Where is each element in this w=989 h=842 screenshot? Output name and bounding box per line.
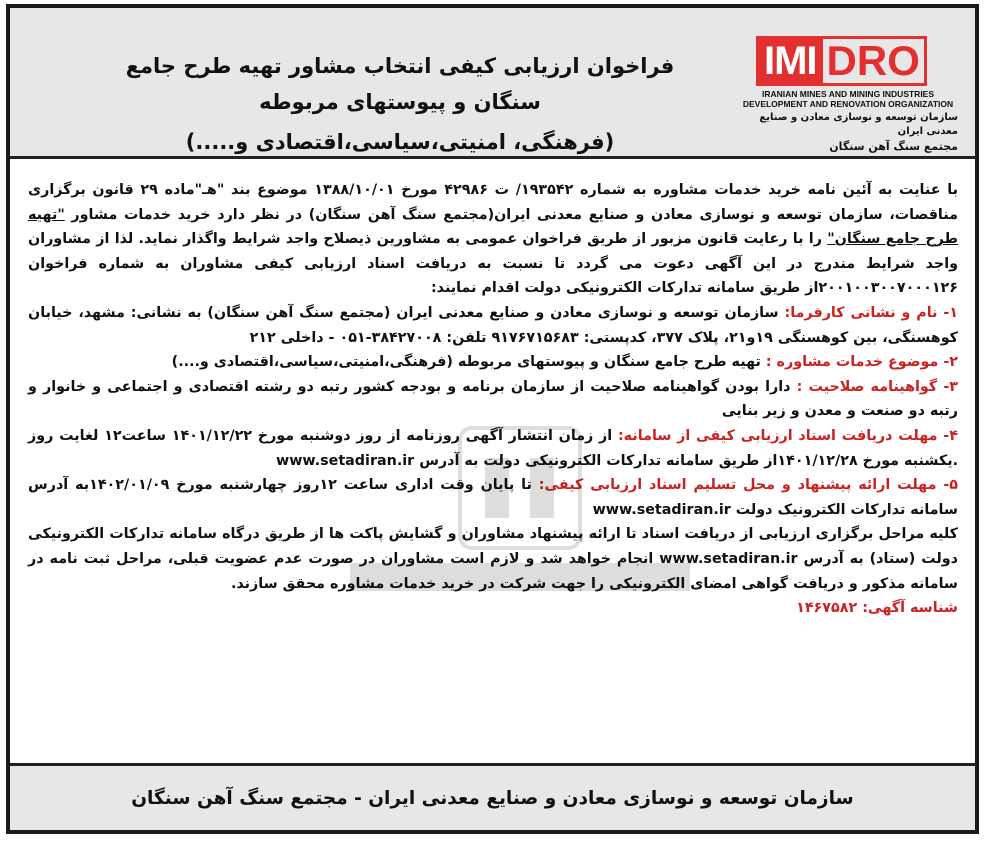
item-proposal-deadline bbox=[28, 473, 958, 522]
item-text: تهیه طرح جامع سنگان و پیوستهای مربوطه (فرهنگی،امنیتی،سیاسی،اقتصادی و....) bbox=[171, 354, 766, 371]
item-label: ۵- مهلت ارائه پیشنهاد و محل تسلیم اسناد ارزیابی کیفی: bbox=[538, 477, 958, 494]
setadiran-link[interactable]: www.setadiran.ir bbox=[592, 501, 731, 518]
ad-id bbox=[28, 596, 958, 621]
logo-dro: DRO bbox=[823, 36, 927, 86]
title-line-2: (فرهنگی، امنیتی،سیاسی،اقتصادی و.....) bbox=[185, 130, 615, 154]
notice-body bbox=[28, 178, 958, 621]
setadiran-link[interactable]: www.setadiran.ir bbox=[659, 550, 798, 567]
closing-paragraph bbox=[28, 522, 958, 596]
logo-mark bbox=[756, 36, 962, 86]
intro-text-1: با عنایت به آئین نامه خرید خدمات مشاوره به شماره ۱۹۳۵۴۲/ ت ۴۲۹۸۶ مورخ ۱۳۸۸/۱۰/۰۱ موضوع بند "هـ"ماده ۲۹ قانون برگزاری مناقصات، سازمان توسعه و نوسازی معادن و صنایع معدنی ایران(مجتمع سنگ آهن سنگان) در نظر دارد خرید خدمات مشاور bbox=[28, 182, 958, 223]
item-employer bbox=[28, 301, 958, 350]
item-text: دارا بودن گواهینامه صلاحیت از سازمان برنامه و بودجه کشور رتبه دو رشته اقتصادی و اجتماعی و خانوار و رتبه دو صنعت و معدن و زیر بنایی bbox=[28, 378, 958, 420]
ad-id-value: ۱۴۶۷۵۸۲ bbox=[796, 600, 863, 617]
item-label: ۳- گواهینامه صلاحیت : bbox=[796, 378, 958, 395]
item-label: ۴- مهلت دریافت اسناد ارزیابی کیفی از سامانه: bbox=[617, 427, 958, 444]
item-text: سازمان توسعه و نوسازی معادن و صنایع معدنی ایران (مجتمع سنگ آهن سنگان) به نشانی: مشهد، خیابان کوهسنگی، بین کوهسنگی ۱۹و۲۱، پلاک ۳۷۷، کدپستی: ۹۱۷۶۷۱۵۶۸۳ تلفن: ۳۸۴۲۷۰۰۸-۰۵۱ - داخلی ۲۱۲ bbox=[28, 304, 958, 346]
intro-text-2: را با رعایت قانون مزبور از طریق فراخوان عمومی به مشاورین ذیصلاح واجد شرایط واگذار نماید. لذا از مشاوران واجد شرایط مندرج در این آگهی دعوت می گردد تا نسبت به دریافت اسناد ارزیابی کیفی مشاوران به شماره فراخوان ۲۰۰۱۰۰۳۰۰۷۰۰۰۱۲۶از طریق سامانه تدارکات الکترونیکی دولت اقدام نمایند: bbox=[28, 231, 958, 297]
intro-paragraph bbox=[28, 178, 958, 301]
logo-persian-unit: مجتمع سنگ آهن سنگان bbox=[829, 140, 958, 153]
title-line-1: فراخوان ارزیابی کیفی انتخاب مشاور تهیه طرح جامع سنگان و پیوستهای مربوطه bbox=[125, 54, 675, 114]
logo-imi: IMI bbox=[756, 36, 823, 86]
closing-text-2: انجام خواهد شد و لازم است مشاوران در صورت عدم عضویت قبلی، مراحل ثبت نامه در سامانه مذکور و دریافت گواهی امضای الکترونیکی را جهت شرکت در خرید خدمات مشاوره محقق سازند. bbox=[28, 550, 958, 592]
item-subject bbox=[28, 350, 958, 375]
logo-persian-org: سازمان توسعه و نوسازی معادن و صنایع معدنی ایران bbox=[759, 112, 958, 137]
item-text: از زمان انتشار آگهی روزنامه از روز دوشنبه مورخ ۱۴۰۱/۱۲/۲۲ ساعت۱۲ لغایت روز .یکشنبه مورخ ۱۴۰۱/۱۲/۲۸از طریق سامانه تدارکات الکترونیکی دولت به آدرس bbox=[28, 427, 958, 469]
item-document-deadline bbox=[28, 424, 958, 473]
intro-underlined-subject: "تهیه طرح جامع سنگان" bbox=[28, 206, 958, 248]
logo-english-line-1: IRANIAN MINES AND MINING INDUSTRIES bbox=[761, 89, 935, 99]
footer-org-name: سازمان توسعه و نوسازی معادن و صنایع معدنی ایران - مجتمع سنگ آهن سنگان bbox=[131, 787, 854, 809]
footer-band bbox=[10, 763, 975, 830]
header-band bbox=[10, 8, 975, 159]
item-label: ۲- موضوع خدمات مشاوره : bbox=[765, 354, 958, 371]
imidro-logo bbox=[734, 36, 962, 153]
logo-english-name bbox=[734, 89, 962, 109]
item-text: تا پایان وقت اداری ساعت ۱۲روز چهارشنبه مورخ ۱۴۰۲/۰۱/۰۹به آدرس سامانه تدارکات الکترونیک دولت bbox=[28, 477, 958, 518]
item-label: ۱- نام و نشانی کارفرما: bbox=[784, 304, 958, 321]
closing-text-1: کلیه مراحل برگزاری ارزیابی از دریافت اسناد تا ارائه پیشنهاد مشاوران و گشایش پاکت ها از طریق درگاه سامانه تدارکات الکترونیکی دولت (ستاد) به آدرس bbox=[28, 526, 958, 567]
item-certificate bbox=[28, 375, 958, 424]
logo-english-line-2: DEVELOPMENT AND RENOVATION ORGANIZATION bbox=[742, 99, 954, 109]
notice-frame bbox=[6, 4, 979, 834]
notice-title bbox=[90, 48, 710, 160]
ad-id-label: شناسه آگهی: bbox=[862, 600, 958, 617]
setadiran-link[interactable]: www.setadiran.ir bbox=[275, 452, 415, 469]
